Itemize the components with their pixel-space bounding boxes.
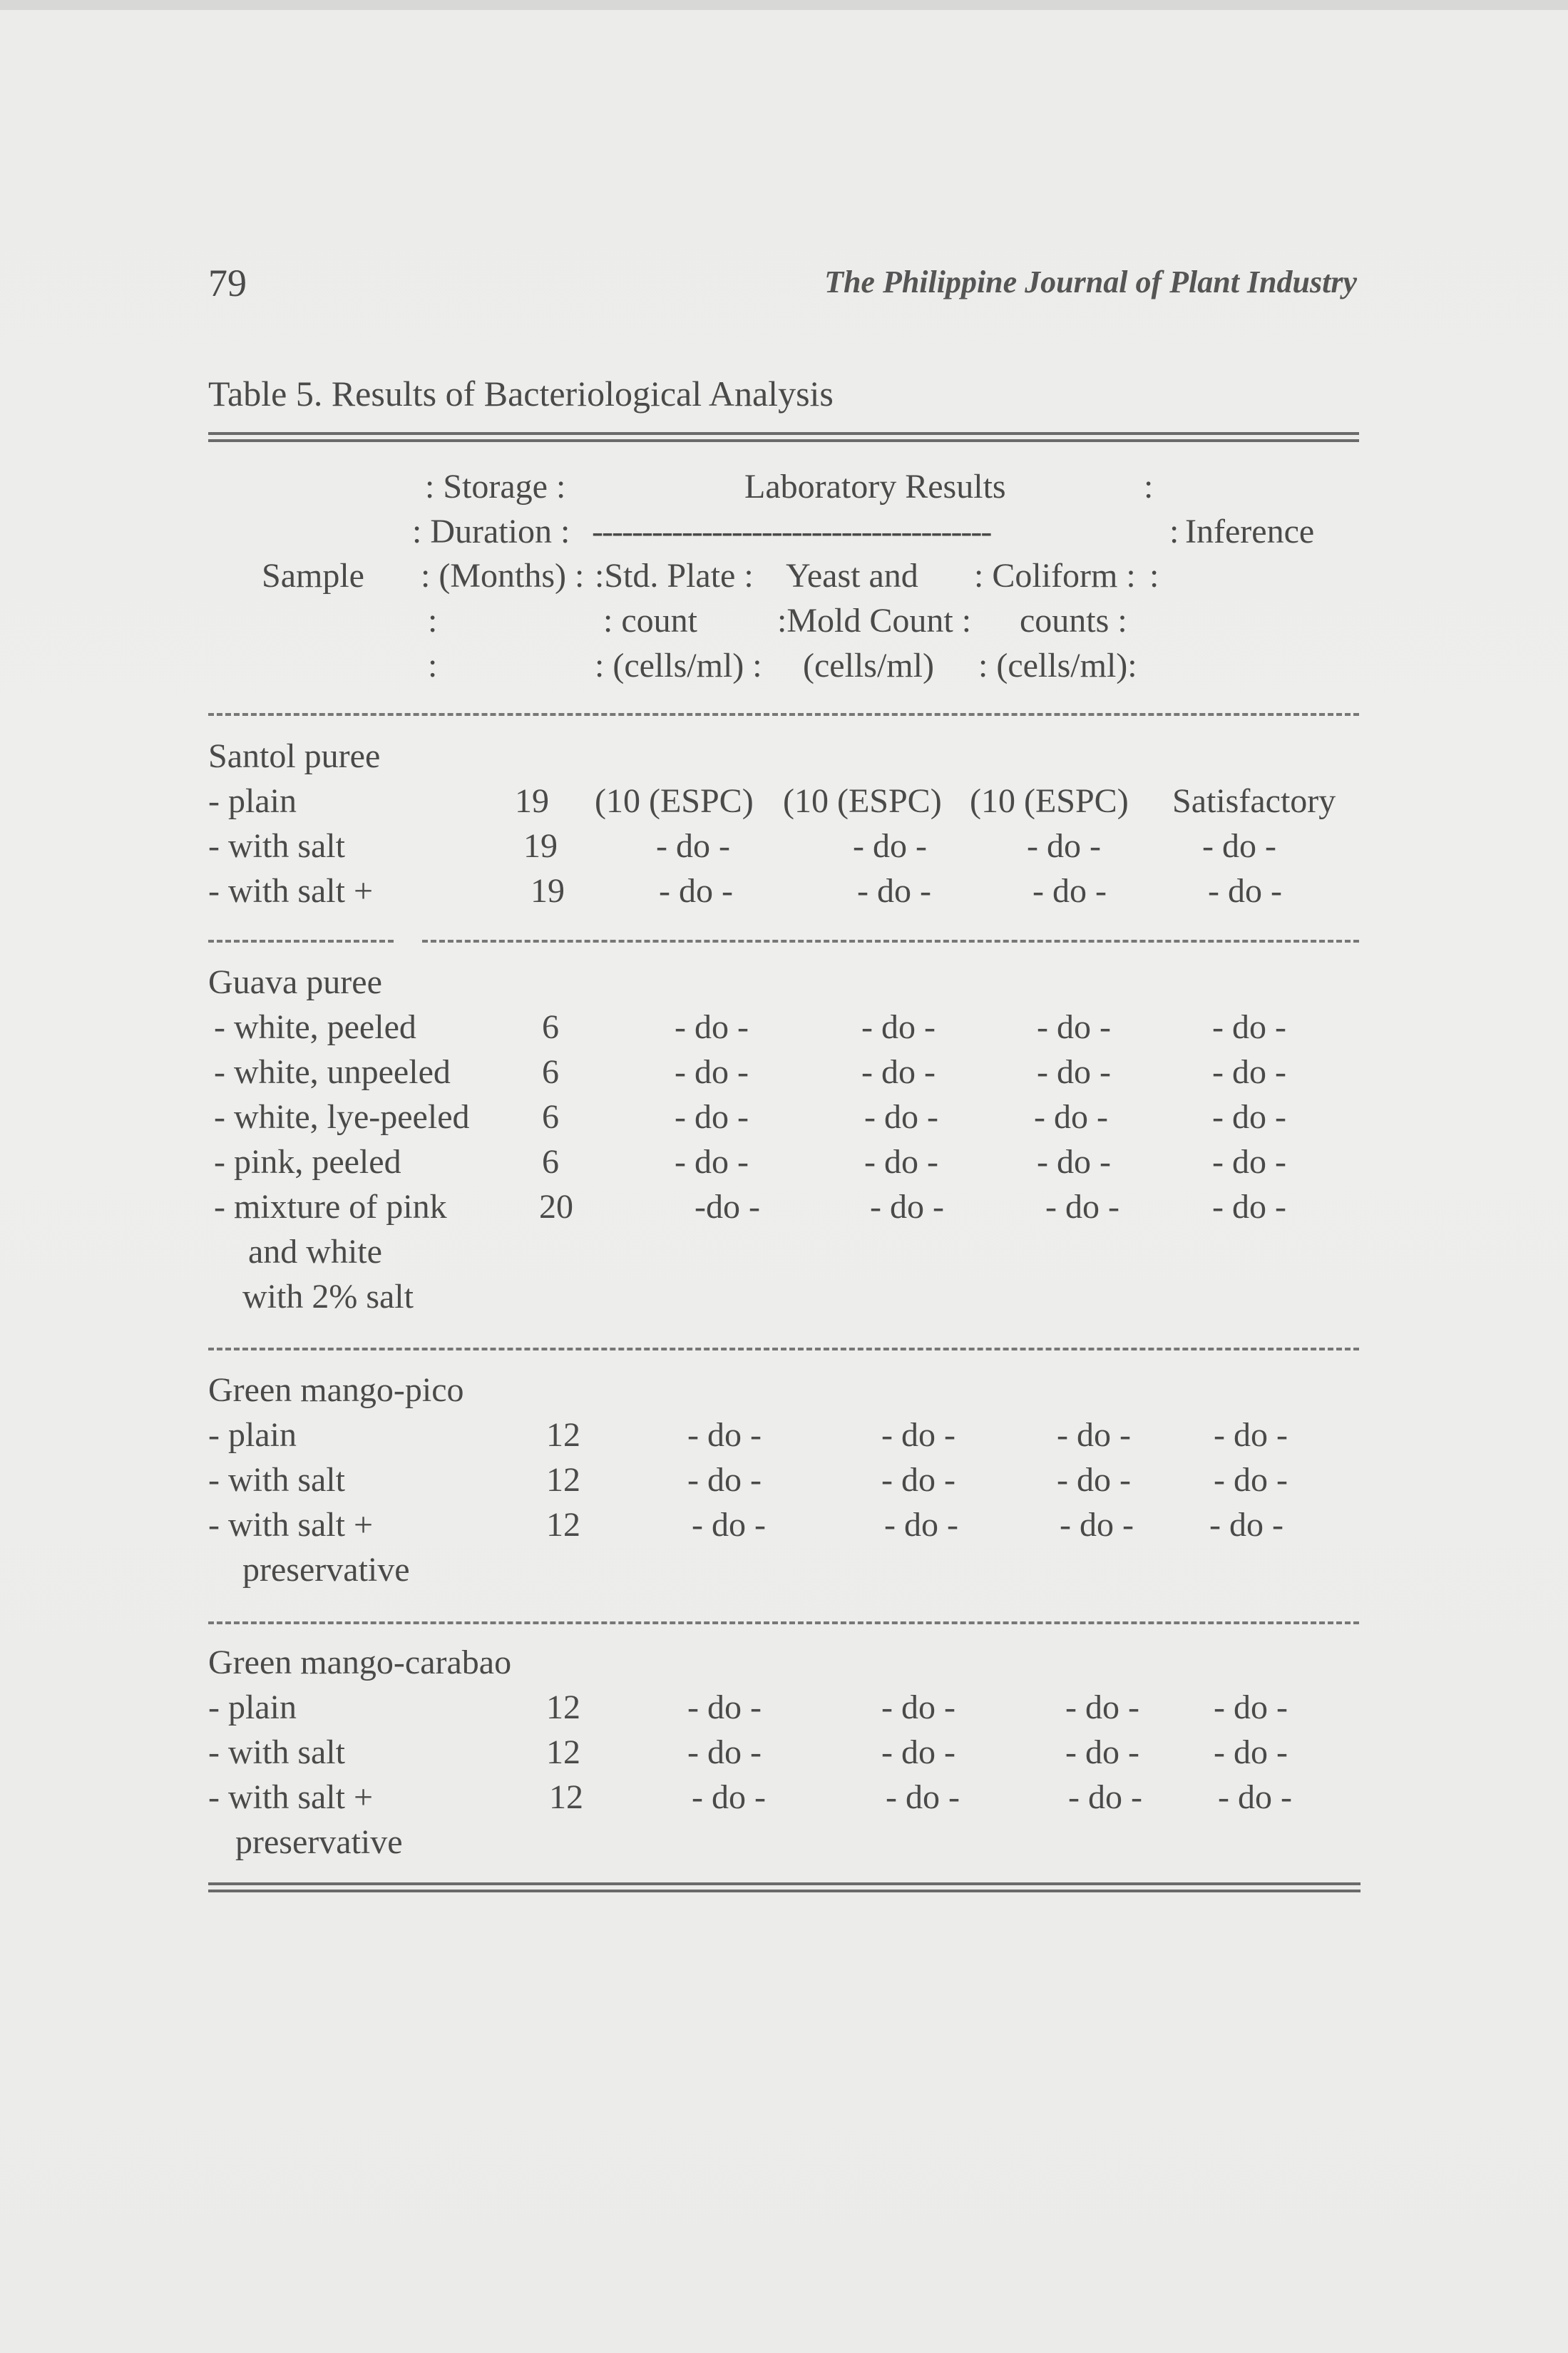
header-storage-line: : Duration : — [412, 513, 570, 550]
header-dashed-rule — [208, 713, 1359, 716]
inference-value: - do - — [1212, 1098, 1286, 1136]
yeast-mold-value: - do - — [870, 1188, 944, 1226]
std-plate-value: - do - — [659, 872, 733, 910]
yeast-mold-value: - do - — [884, 1506, 958, 1544]
header-std-plate: : count — [603, 602, 697, 640]
header-coliform: : (cells/ml): — [978, 647, 1137, 685]
header-storage-line: : — [428, 602, 438, 640]
sample-label: with 2% salt — [242, 1278, 414, 1316]
std-plate-value: - do - — [687, 1461, 762, 1499]
running-title: The Philippine Journal of Plant Industry — [824, 265, 1357, 299]
table-caption: Table 5. Results of Bacteriological Analysis — [208, 374, 834, 414]
sample-label: - with salt + — [208, 872, 374, 910]
yeast-mold-value: - do - — [861, 1053, 936, 1091]
sample-label: and white — [248, 1233, 382, 1271]
yeast-mold-value: - do - — [881, 1416, 955, 1454]
months-value: 12 — [546, 1688, 580, 1726]
header-sample: Sample — [262, 557, 364, 595]
coliform-value: - do - — [1057, 1461, 1131, 1499]
months-value: 12 — [546, 1506, 580, 1544]
table-bottom-rule — [208, 1882, 1361, 1892]
header-lab-dashes: ---------------------------------------- — [592, 513, 991, 550]
header-coliform: counts : — [1020, 602, 1127, 640]
yeast-mold-value: - do - — [861, 1008, 936, 1046]
yeast-mold-value: - do - — [881, 1688, 955, 1726]
sample-label: - plain — [208, 1688, 297, 1726]
coliform-value: - do - — [1060, 1506, 1134, 1544]
months-value: 6 — [542, 1008, 559, 1046]
months-value: 12 — [546, 1461, 580, 1499]
inference-value: - do - — [1212, 1143, 1286, 1181]
std-plate-value: - do - — [675, 1053, 749, 1091]
yeast-mold-value: - do - — [864, 1098, 938, 1136]
coliform-value: - do - — [1037, 1008, 1111, 1046]
coliform-value: (10 (ESPC) — [970, 782, 1129, 820]
months-value: 12 — [549, 1778, 583, 1816]
coliform-value: - do - — [1068, 1778, 1142, 1816]
scan-edge — [0, 0, 1568, 10]
std-plate-value: -do - — [695, 1188, 760, 1226]
header-std-plate: :Std. Plate : — [595, 557, 754, 595]
sample-label: preservative — [235, 1823, 403, 1861]
coliform-value: - do - — [1034, 1098, 1108, 1136]
inference-value: - do - — [1208, 872, 1282, 910]
months-value: 6 — [542, 1053, 559, 1091]
coliform-value: - do - — [1027, 827, 1101, 865]
yeast-mold-value: - do - — [857, 872, 931, 910]
months-value: 6 — [542, 1098, 559, 1136]
sample-label: - plain — [208, 782, 297, 820]
header-colon: : — [1149, 557, 1159, 595]
inference-value: - do - — [1212, 1008, 1286, 1046]
header-colon: : — [1169, 513, 1179, 550]
header-yeast-mold: (cells/ml) — [803, 647, 934, 685]
std-plate-value: - do - — [656, 827, 730, 865]
months-value: 19 — [523, 827, 558, 865]
std-plate-value: (10 (ESPC) — [595, 782, 754, 820]
std-plate-value: - do - — [687, 1733, 762, 1771]
sample-label: - with salt + — [208, 1506, 374, 1544]
inference-value: Satisfactory — [1172, 782, 1336, 820]
yeast-mold-value: - do - — [881, 1461, 955, 1499]
months-value: 20 — [539, 1188, 573, 1226]
sample-label: - white, unpeeled — [214, 1053, 451, 1091]
months-value: 12 — [546, 1416, 580, 1454]
inference-value: - do - — [1214, 1461, 1288, 1499]
sample-label: - with salt — [208, 1461, 345, 1499]
yeast-mold-value: - do - — [853, 827, 927, 865]
coliform-value: - do - — [1045, 1188, 1119, 1226]
sample-label: - pink, peeled — [214, 1143, 401, 1181]
group-name: Green mango-pico — [208, 1371, 464, 1409]
sample-label: - mixture of pink — [214, 1188, 447, 1226]
std-plate-value: - do - — [675, 1143, 749, 1181]
yeast-mold-value: - do - — [881, 1733, 955, 1771]
inference-value: - do - — [1214, 1733, 1288, 1771]
yeast-mold-value: - do - — [864, 1143, 938, 1181]
group-dashed-rule — [208, 940, 394, 943]
header-storage-line: : Storage : — [425, 468, 566, 506]
yeast-mold-value: (10 (ESPC) — [783, 782, 942, 820]
header-std-plate: : (cells/ml) : — [595, 647, 762, 685]
months-value: 12 — [546, 1733, 580, 1771]
std-plate-value: - do - — [692, 1778, 766, 1816]
header-yeast-mold: :Mold Count : — [777, 602, 972, 640]
std-plate-value: - do - — [675, 1098, 749, 1136]
group-name: Green mango-carabao — [208, 1644, 512, 1681]
months-value: 6 — [542, 1143, 559, 1181]
inference-value: - do - — [1214, 1416, 1288, 1454]
coliform-value: - do - — [1037, 1053, 1111, 1091]
group-dashed-rule — [422, 940, 1359, 943]
group-name: Guava puree — [208, 963, 382, 1001]
page-number: 79 — [208, 262, 247, 304]
inference-value: - do - — [1212, 1188, 1286, 1226]
sample-label: - plain — [208, 1416, 297, 1454]
inference-value: - do - — [1202, 827, 1276, 865]
std-plate-value: - do - — [692, 1506, 766, 1544]
months-value: 19 — [531, 872, 565, 910]
std-plate-value: - do - — [675, 1008, 749, 1046]
coliform-value: - do - — [1057, 1416, 1131, 1454]
table-top-rule — [208, 432, 1359, 442]
sample-label: preservative — [242, 1551, 410, 1589]
inference-value: - do - — [1214, 1688, 1288, 1726]
coliform-value: - do - — [1032, 872, 1107, 910]
coliform-value: - do - — [1037, 1143, 1111, 1181]
inference-value: - do - — [1209, 1506, 1283, 1544]
coliform-value: - do - — [1065, 1733, 1139, 1771]
group-dashed-rule — [208, 1621, 1359, 1624]
inference-value: - do - — [1218, 1778, 1292, 1816]
header-coliform: : Coliform : — [974, 557, 1136, 595]
header-yeast-mold: Yeast and — [786, 557, 918, 595]
months-value: 19 — [515, 782, 549, 820]
std-plate-value: - do - — [687, 1688, 762, 1726]
inference-value: - do - — [1212, 1053, 1286, 1091]
std-plate-value: - do - — [687, 1416, 762, 1454]
header-storage-line: : (Months) : — [421, 557, 585, 595]
sample-label: - with salt + — [208, 1778, 374, 1816]
sample-label: - white, peeled — [214, 1008, 416, 1046]
group-dashed-rule — [208, 1348, 1359, 1350]
header-inference: Inference — [1185, 513, 1315, 550]
group-name: Santol puree — [208, 737, 381, 775]
yeast-mold-value: - do - — [886, 1778, 960, 1816]
sample-label: - white, lye-peeled — [214, 1098, 470, 1136]
sample-label: - with salt — [208, 827, 345, 865]
sample-label: - with salt — [208, 1733, 345, 1771]
header-colon: : — [1144, 468, 1154, 506]
coliform-value: - do - — [1065, 1688, 1139, 1726]
header-laboratory-results: Laboratory Results — [744, 468, 1006, 506]
header-storage-line: : — [428, 647, 438, 685]
